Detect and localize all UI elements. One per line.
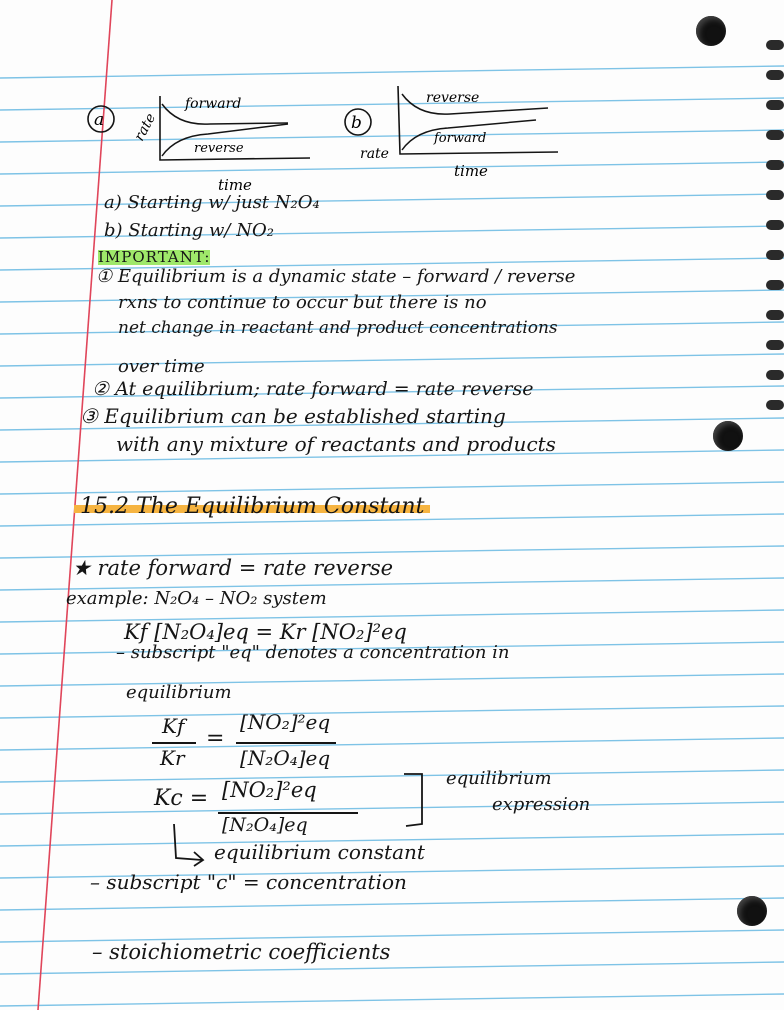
equals-sign: = [206, 726, 225, 751]
subscript-eq-line-2: equilibrium [126, 682, 232, 703]
arrow-icon [168, 822, 208, 870]
graph-a-label-forward: forward [185, 96, 242, 112]
punch-hole-top [696, 16, 726, 46]
important-label: IMPORTANT: [98, 248, 211, 266]
point-1-line-2: rxns to continue to occur but there is no [118, 292, 487, 313]
graph-a-x-label: time [218, 176, 252, 194]
graph-b-label-reverse: reverse [426, 90, 480, 106]
kf-numerator: Kf [162, 714, 185, 738]
rate-forward-equals-reverse: ★ rate forward = rate reverse [72, 556, 394, 580]
punch-hole-bottom [737, 896, 767, 926]
equilibrium-expression-bracket [400, 770, 432, 830]
equilibrium-constant: equilibrium constant [214, 840, 425, 864]
graph-b-x-label: time [454, 162, 488, 180]
graph-b-marker: b [351, 113, 362, 133]
subscript-eq-line-1: – subscript "eq" denotes a concentration in [116, 642, 510, 663]
example-system: example: N₂O₄ – NO₂ system [66, 588, 327, 609]
graph-b-label-forward: forward [434, 131, 487, 146]
graph-a [80, 82, 320, 194]
fraction-1-denominator: [N₂O₄]eq [240, 746, 331, 770]
kr-denominator: Kr [160, 746, 185, 770]
equilibrium-expression-line-2: expression [492, 794, 591, 815]
fraction-2-numerator: [NO₂]²eq [222, 778, 317, 802]
fraction-2-denominator: [N₂O₄]eq [222, 814, 308, 836]
line-starting-a: a) Starting w/ just N₂O₄ [104, 192, 320, 213]
point-1-line-4: over time [118, 356, 205, 377]
point-2: ② At equilibrium; rate forward = rate reverse [92, 378, 534, 400]
subscript-c-line: – subscript "c" = concentration [90, 870, 407, 894]
graph-a-marker: a [94, 110, 105, 130]
point-3-line-2: with any mixture of reactants and products [116, 432, 556, 456]
graph-b-y-label: rate [360, 146, 389, 162]
point-1-line-1: ① Equilibrium is a dynamic state – forward / reverse [96, 266, 576, 287]
kc-label: Kc = [154, 786, 209, 811]
line-starting-b: b) Starting w/ NO₂ [104, 220, 274, 241]
fraction-1-bar [236, 742, 336, 744]
point-3-line-1: ③ Equilibrium can be established starting [80, 404, 506, 428]
graph-b [336, 78, 562, 184]
equilibrium-expression-line-1: equilibrium [446, 768, 552, 789]
point-1-line-3: net change in reactant and product concentrations [118, 318, 558, 338]
graph-a-label-reverse: reverse [194, 141, 244, 156]
fraction-1-numerator: [NO₂]²eq [240, 710, 331, 734]
kf-kr-fraction-bar [152, 742, 196, 744]
graph-a-y-label: rate [131, 110, 160, 144]
kf-kr-equation: Kf [N₂O₄]eq = Kr [NO₂]²eq [124, 620, 407, 644]
stoichiometric-coefficients: – stoichiometric coefficients [92, 940, 391, 964]
section-heading: 15.2 The Equilibrium Constant [74, 496, 430, 518]
punch-hole-middle [713, 421, 743, 451]
